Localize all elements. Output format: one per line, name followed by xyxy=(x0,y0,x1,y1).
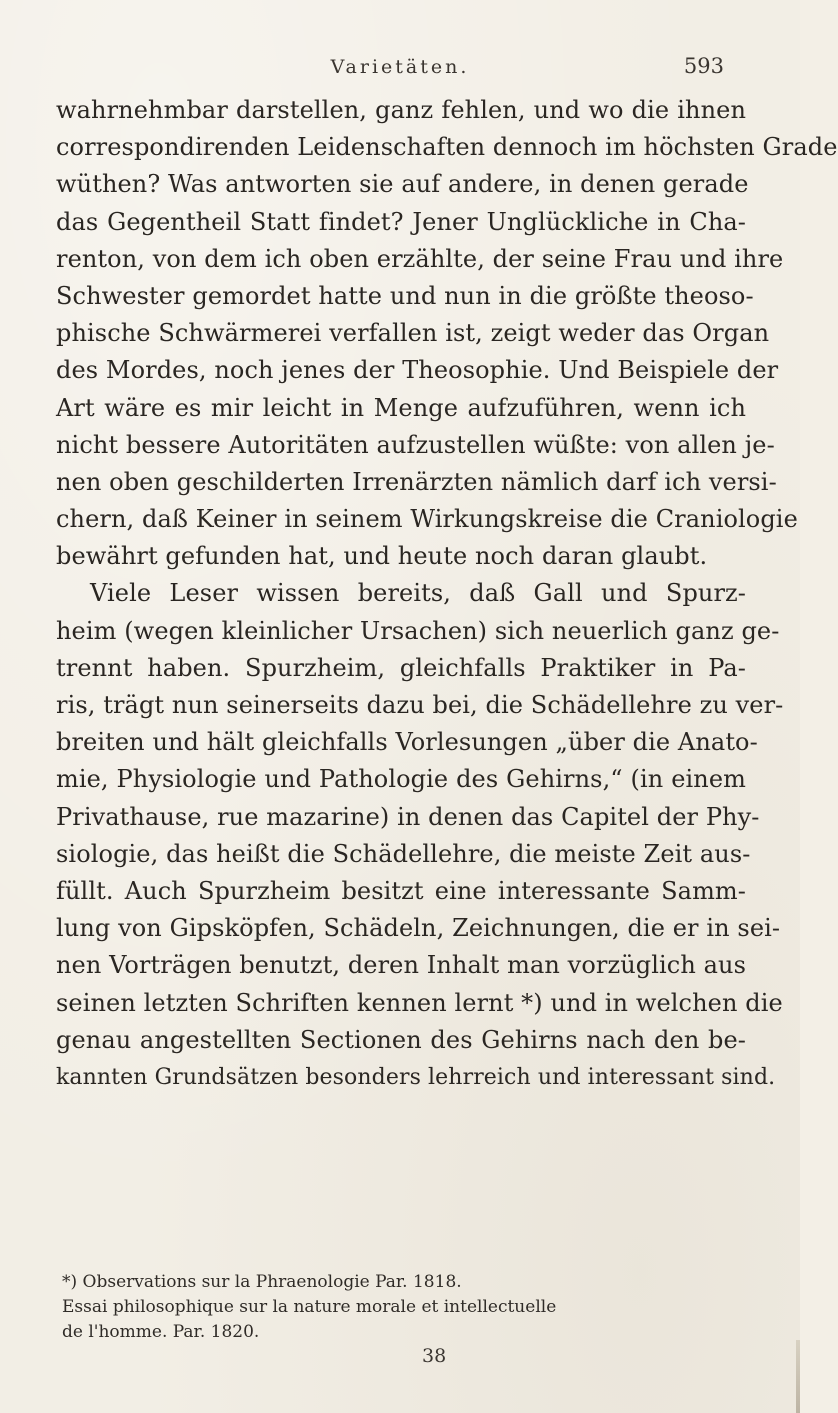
footnote-block xyxy=(62,1270,752,1345)
footnote-line: *) Observations sur la Phraenologie Par. 1818. xyxy=(62,1272,462,1292)
text-line: das Gegentheil Statt findet? Jener Unglückliche in Cha- xyxy=(56,207,746,236)
page-edge-divider xyxy=(796,1340,800,1413)
text-line: Privathause, rue mazarine) in denen das Capitel der Phy- xyxy=(56,802,760,831)
text-line: seinen letzten Schriften kennen lernt *) und in welchen die xyxy=(56,988,783,1017)
text-line: füllt. Auch Spurzheim besitzt eine interessante Samm- xyxy=(56,876,746,905)
footnote-line: de l'homme. Par. 1820. xyxy=(62,1322,260,1342)
text-line: heim (wegen kleinlicher Ursachen) sich neuerlich ganz ge- xyxy=(56,616,780,645)
text-line: wüthen? Was antworten sie auf andere, in denen gerade xyxy=(56,170,749,199)
printer-signature: 38 xyxy=(422,1345,447,1367)
text-line: breiten und hält gleichfalls Vorlesungen „über die Anato- xyxy=(56,728,758,757)
text-line: nen oben geschilderten Irrenärzten nämlich darf ich versi- xyxy=(56,467,777,496)
page-number: 593 xyxy=(683,54,724,78)
footnote-line: Essai philosophique sur la nature morale et intellectuelle xyxy=(62,1297,557,1317)
text-line: phische Schwärmerei verfallen ist, zeigt weder das Organ xyxy=(56,319,770,348)
text-line: wahrnehmbar darstellen, ganz fehlen, und wo die ihnen xyxy=(56,96,746,124)
text-line: mie, Physiologie und Pathologie des Gehirns,“ (in einem xyxy=(56,765,746,794)
text-line: lung von Gipsköpfen, Schädeln, Zeichnungen, die er in sei- xyxy=(56,914,781,943)
text-line: Schwester gemordet hatte und nun in die größte theoso- xyxy=(56,281,754,310)
text-line: renton, von dem ich oben erzählte, der seine Frau und ihre xyxy=(56,244,784,273)
text-line: nicht bessere Autoritäten aufzustellen wüßte: von allen je- xyxy=(56,430,775,459)
text-line: des Mordes, noch jenes der Theosophie. Und Beispiele der xyxy=(56,356,779,385)
running-title: Varietäten. xyxy=(330,56,470,78)
text-line: correspondirenden Leidenschaften dennoch im höchsten Grade xyxy=(56,133,838,162)
text-line: siologie, das heißt die Schädellehre, die meiste Zeit aus- xyxy=(56,839,751,868)
text-line: genau angestellten Sectionen des Gehirns nach den be- xyxy=(56,1025,746,1054)
text-line: Art wäre es mir leicht in Menge aufzuführen, wenn ich xyxy=(56,393,746,422)
main-text-block xyxy=(56,92,838,1096)
text-line: trennt haben. Spurzheim, gleichfalls Praktiker in Pa- xyxy=(56,653,746,682)
text-line: kannten Grundsätzen besonders lehrreich und interessant sind. xyxy=(56,1064,776,1090)
text-line: nen Vorträgen benutzt, deren Inhalt man vorzüglich aus xyxy=(56,951,746,980)
text-line: bewährt gefunden hat, und heute noch daran glaubt. xyxy=(56,542,708,571)
paragraph-start-line: Viele Leser wissen bereits, daß Gall und Spurz- xyxy=(90,579,746,608)
text-line: chern, daß Keiner in seinem Wirkungskreise die Craniologie xyxy=(56,505,798,534)
text-line: ris, trägt nun seinerseits dazu bei, die Schädellehre zu ver- xyxy=(56,691,784,719)
